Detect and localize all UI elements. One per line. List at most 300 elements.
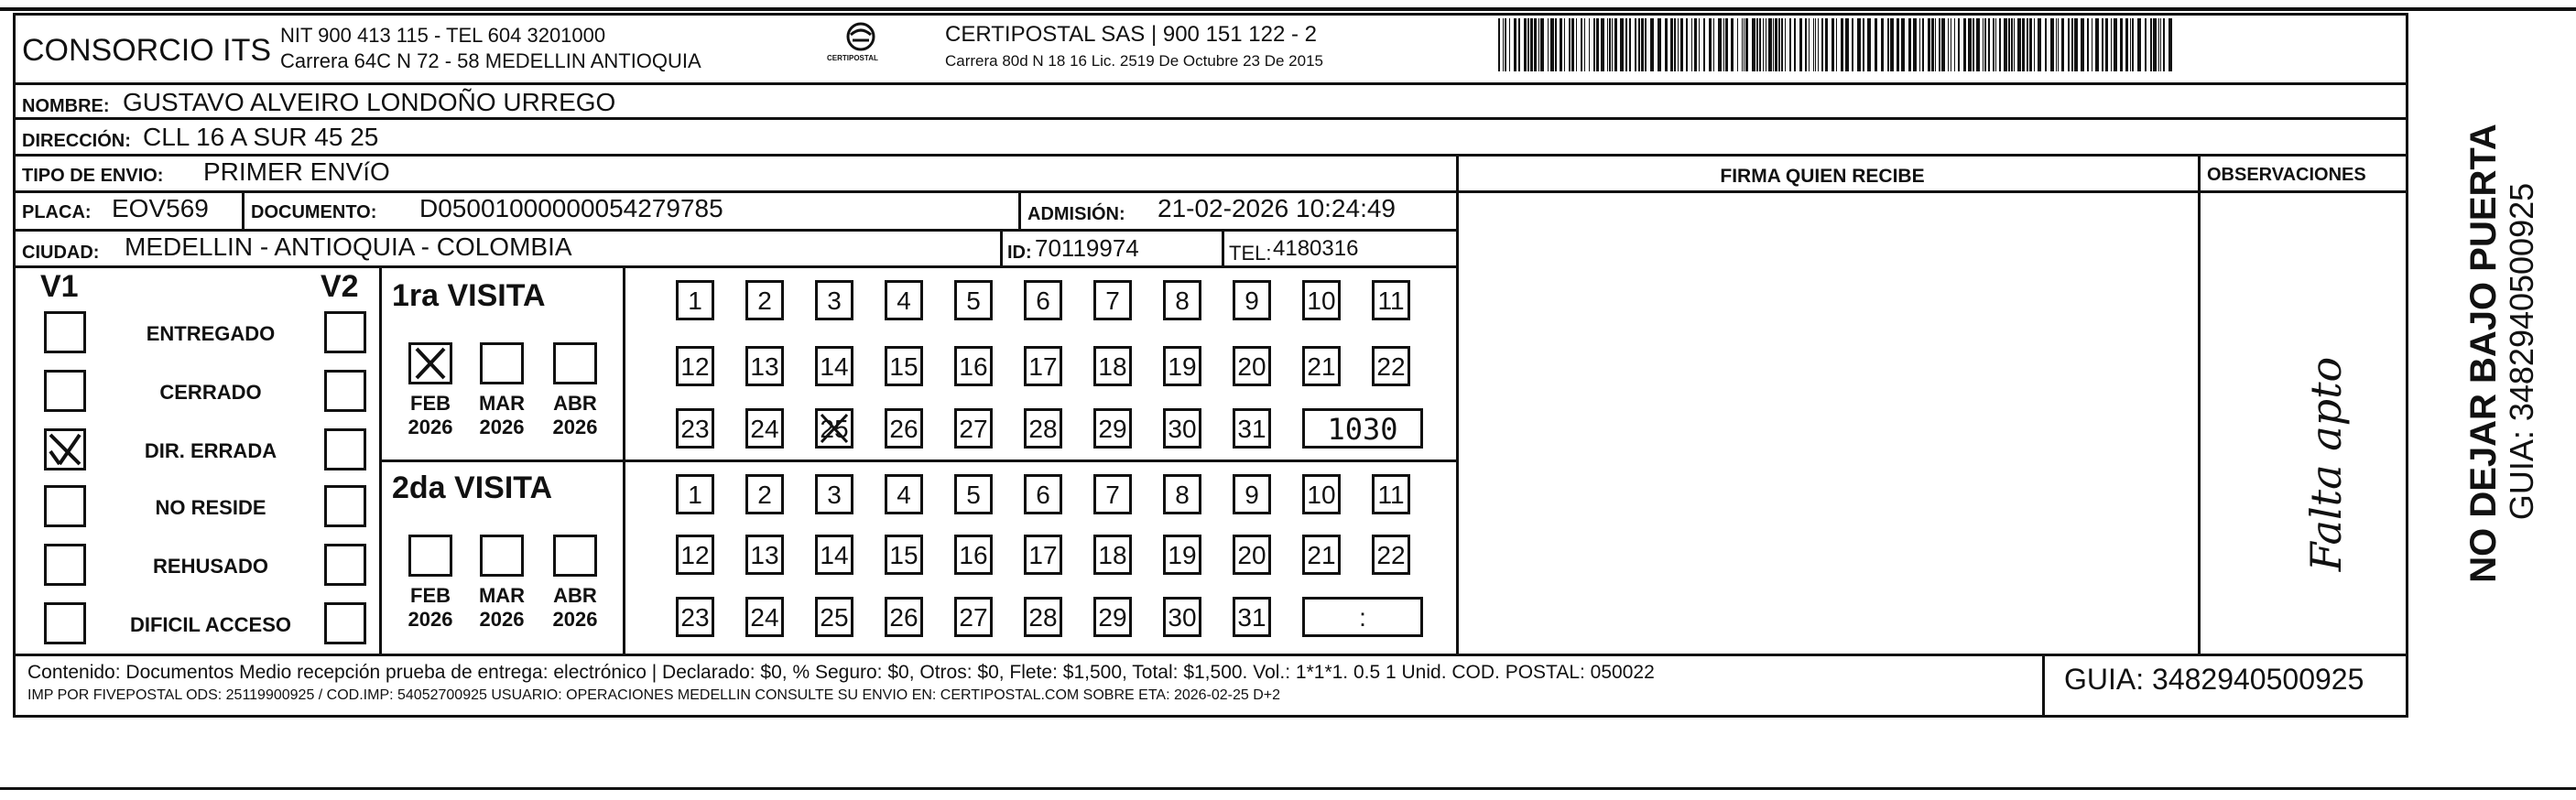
barcode-bar — [1620, 18, 1624, 71]
day-box[interactable] — [1093, 408, 1132, 449]
barcode-bar — [1745, 18, 1748, 71]
barcode-bar — [1887, 18, 1889, 71]
placa-divider — [242, 192, 245, 229]
barcode-bar — [1581, 18, 1582, 71]
barcode-bar — [1601, 18, 1604, 71]
barcode-bar — [1794, 18, 1796, 71]
barcode-bar — [1607, 18, 1608, 71]
barcode-bar — [2153, 18, 2157, 71]
day-number: 31 — [1237, 603, 1266, 632]
month-checkbox[interactable] — [408, 342, 452, 384]
day-number: 23 — [680, 603, 710, 632]
tel-value: 4180316 — [1273, 236, 1359, 261]
ciudad-divider — [1000, 231, 1003, 265]
barcode-bar — [1744, 18, 1745, 71]
day-box[interactable] — [1024, 280, 1062, 320]
barcode-bar — [2105, 18, 2108, 71]
day-number: 12 — [680, 541, 710, 569]
barcode-bar — [1674, 18, 1676, 71]
month-checkbox[interactable] — [553, 342, 597, 384]
day-number: 12 — [680, 352, 710, 381]
barcode-bar — [1569, 18, 1571, 71]
barcode-bar — [1550, 18, 1554, 71]
day-box[interactable] — [1024, 474, 1062, 514]
v2-checkbox[interactable] — [324, 602, 366, 644]
barcode-bar — [2145, 18, 2147, 71]
tipo-value: PRIMER ENVíO — [203, 157, 390, 186]
day-number: 2 — [757, 286, 772, 315]
barcode-bar — [1976, 18, 1980, 71]
day-number: 21 — [1307, 541, 1336, 569]
v2-checkbox[interactable] — [324, 485, 366, 527]
barcode-bar — [1609, 18, 1611, 71]
barcode-bar — [1503, 18, 1504, 71]
barcode-bar — [1785, 18, 1786, 71]
day-number: 10 — [1307, 286, 1336, 315]
day-number: 2 — [757, 481, 772, 509]
tipo-label: TIPO DE ENVIO: — [22, 166, 164, 186]
month-label: FEB 2026 — [408, 584, 453, 631]
row-divider-4 — [13, 229, 1456, 232]
footer-divider — [13, 654, 2408, 656]
courier-line: CERTIPOSTAL SAS | 900 151 122 - 2 — [945, 22, 1317, 47]
visita2-title: 2da VISITA — [392, 470, 553, 505]
day-number: 5 — [966, 286, 981, 315]
day-number: 17 — [1028, 541, 1058, 569]
barcode-bar — [1781, 18, 1783, 71]
barcode-bar — [1836, 18, 1837, 71]
day-box[interactable] — [676, 346, 714, 386]
day-box[interactable] — [815, 474, 853, 514]
day-box[interactable] — [1372, 474, 1410, 514]
day-box[interactable] — [1093, 535, 1132, 575]
day-box[interactable] — [815, 346, 853, 386]
v1-checkbox[interactable] — [44, 544, 86, 586]
footer-line2: IMP POR FIVEPOSTAL ODS: 25119900925 / COD.IMP: 54052700925 USUARIO: OPERACIONES MEDELLIN CONSULTE SU ENVIO EN: CERTIPOSTAL.COM SOBRE ETA: 2026-02-25 D+2 — [27, 687, 1281, 703]
barcode-bar — [2130, 18, 2131, 71]
barcode-bar — [2022, 18, 2025, 71]
barcode-bar — [2050, 18, 2054, 71]
barcode-bar — [2160, 18, 2161, 71]
barcode-bar — [1538, 18, 1539, 71]
barcode-bar — [1948, 18, 1949, 71]
day-box[interactable] — [1233, 535, 1271, 575]
day-box[interactable] — [1093, 346, 1132, 386]
day-number: 26 — [889, 415, 918, 443]
day-number: 24 — [750, 415, 779, 443]
barcode-bar — [2027, 18, 2028, 71]
day-box[interactable] — [885, 474, 923, 514]
side-warning: NO DEJAR BAJO PUERTA — [2463, 124, 2504, 583]
barcode-bar — [1815, 18, 1816, 71]
barcode-bar — [2056, 18, 2057, 71]
obs-left-border — [2198, 154, 2201, 654]
day-number: 13 — [750, 541, 779, 569]
barcode-bar — [2074, 18, 2078, 71]
barcode-bar — [2011, 18, 2013, 71]
month-label: ABR 2026 — [552, 584, 598, 631]
barcode-bar — [1514, 18, 1516, 71]
day-box[interactable] — [1024, 346, 1062, 386]
v2-checkbox[interactable] — [324, 311, 366, 353]
day-number: 9 — [1245, 286, 1259, 315]
day-number: 1 — [688, 286, 702, 315]
month-label: MAR 2026 — [478, 584, 526, 631]
barcode-bar — [2111, 18, 2112, 71]
day-box[interactable] — [1372, 346, 1410, 386]
day-box[interactable] — [1372, 280, 1410, 320]
barcode-bar — [1875, 18, 1877, 71]
barcode-bar — [1518, 18, 1520, 71]
barcode-bar — [2071, 18, 2073, 71]
day-number: 29 — [1098, 603, 1127, 632]
barcode-bar — [2045, 18, 2047, 71]
day-box[interactable] — [1163, 474, 1201, 514]
barcode-bar — [2061, 18, 2064, 71]
status-option-label: DIR. ERRADA — [144, 439, 277, 462]
barcode-bar — [1731, 18, 1734, 71]
barcode-bar — [2168, 18, 2172, 71]
status-option-label: DIFICIL ACCESO — [129, 613, 291, 636]
barcode-bar — [1635, 18, 1636, 71]
day-number: 28 — [1028, 415, 1058, 443]
v2-checkbox[interactable] — [324, 428, 366, 470]
month-checkbox[interactable] — [408, 535, 452, 577]
barcode-bar — [1524, 18, 1527, 71]
v1-label: V1 — [40, 269, 79, 304]
time-box[interactable] — [1302, 597, 1423, 637]
day-box[interactable] — [1093, 597, 1132, 637]
day-number: 13 — [750, 352, 779, 381]
barcode-bar — [1725, 18, 1728, 71]
barcode-bar — [1963, 18, 1966, 71]
day-box[interactable] — [1093, 474, 1132, 514]
check-mark-icon — [47, 431, 83, 468]
firma-label: FIRMA QUIEN RECIBE — [1720, 166, 1925, 187]
day-box[interactable] — [676, 474, 714, 514]
barcode-bar — [1867, 18, 1871, 71]
day-box[interactable] — [954, 535, 993, 575]
barcode-bar — [1919, 18, 1920, 71]
day-box[interactable] — [954, 597, 993, 637]
day-box[interactable] — [1233, 597, 1271, 637]
barcode-bar — [1841, 18, 1843, 71]
placa-label: PLACA: — [22, 202, 92, 222]
ciudad-label: CIUDAD: — [22, 243, 100, 263]
barcode-bar — [1935, 18, 1936, 71]
barcode-bar — [1857, 18, 1861, 71]
barcode-bar — [1773, 18, 1774, 71]
barcode-bar — [1983, 18, 1984, 71]
barcode-bar — [1548, 18, 1549, 71]
barcode-bar — [1709, 18, 1712, 71]
barcode-bar — [2150, 18, 2152, 71]
barcode-bar — [2038, 18, 2041, 71]
day-box[interactable] — [1024, 408, 1062, 449]
barcode-bar — [2081, 18, 2084, 71]
day-number: 7 — [1105, 286, 1120, 315]
handwritten-observation — [2289, 275, 2372, 641]
header-divider — [13, 82, 2408, 85]
barcode-bar — [1505, 18, 1506, 71]
day-number: 25 — [820, 603, 849, 632]
direccion-label: DIRECCIÓN: — [22, 131, 131, 151]
barcode-bar — [1699, 18, 1700, 71]
barcode-bar — [1763, 18, 1764, 71]
day-number: 30 — [1168, 415, 1197, 443]
address-line: Carrera 64C N 72 - 58 MEDELLIN ANTIOQUIA — [280, 49, 701, 72]
day-box[interactable] — [1372, 535, 1410, 575]
barcode-bar — [1596, 18, 1599, 71]
day-number: 18 — [1098, 352, 1127, 381]
nombre-label: NOMBRE: — [22, 96, 110, 116]
logo-text: CERTIPOSTAL — [827, 54, 878, 62]
barcode-bar — [2087, 18, 2089, 71]
month-label: FEB 2026 — [408, 392, 453, 438]
barcode-bar — [1999, 18, 2001, 71]
day-number: 21 — [1307, 352, 1336, 381]
barcode-bar — [1890, 18, 1894, 71]
row-divider-3 — [13, 190, 2408, 193]
barcode-bar — [1678, 18, 1679, 71]
day-box[interactable] — [954, 280, 993, 320]
day-box[interactable] — [885, 597, 923, 637]
footer-line1: Contenido: Documentos Medio recepción prueba de entrega: electrónico | Declarado: $0, % Seguro: $0, Otros: $0, Flete: $1,500, Total: $1,500. Vol.: 1*1*1. 0.5 1 Unid. COD. POSTAL: 050022 — [27, 662, 1655, 683]
barcode-bar — [1995, 18, 1996, 71]
day-box[interactable] — [1163, 408, 1201, 449]
company-name: CONSORCIO ITS — [22, 33, 272, 68]
barcode-bar — [2014, 18, 2015, 71]
barcode-bar — [2137, 18, 2141, 71]
v1-checkbox[interactable] — [44, 428, 86, 470]
month-checkbox[interactable] — [480, 342, 524, 384]
v2-checkbox[interactable] — [324, 544, 366, 586]
status-option-label: CERRADO — [159, 381, 262, 404]
day-number: 8 — [1175, 481, 1190, 509]
barcode-bar — [1584, 18, 1585, 71]
barcode-bar — [1928, 18, 1930, 71]
barcode-bar — [1670, 18, 1673, 71]
day-box[interactable] — [815, 535, 853, 575]
day-number: 22 — [1376, 541, 1406, 569]
barcode-bar — [2114, 18, 2117, 71]
courier-license: Carrera 80d N 18 16 Lic. 2519 De Octubre 23 De 2015 — [945, 52, 1323, 70]
admision-value: 21-02-2026 10:24:49 — [1158, 194, 1396, 222]
day-box[interactable] — [815, 280, 853, 320]
barcode-bar — [1703, 18, 1705, 71]
barcode-bar — [1691, 18, 1692, 71]
barcode-bar — [2158, 18, 2159, 71]
day-box[interactable] — [885, 280, 923, 320]
day-box[interactable] — [1302, 535, 1341, 575]
day-box[interactable] — [1093, 280, 1132, 320]
day-box[interactable] — [815, 597, 853, 637]
row-divider-2 — [13, 154, 2408, 157]
firma-left-border — [1456, 154, 1459, 654]
barcode-bar — [1576, 18, 1577, 71]
bottom-edge — [0, 787, 2576, 790]
barcode-bar — [1778, 18, 1780, 71]
day-number: 14 — [820, 541, 849, 569]
day-box[interactable] — [1163, 597, 1201, 637]
day-box[interactable] — [745, 597, 784, 637]
visita-divider — [379, 459, 1456, 462]
barcode-bar — [1555, 18, 1557, 71]
barcode-bar — [1984, 18, 1986, 71]
day-number: 8 — [1175, 286, 1190, 315]
documento-value: D05001000000054279785 — [419, 194, 723, 222]
barcode-bar — [2058, 18, 2059, 71]
day-box[interactable] — [1302, 474, 1341, 514]
day-box[interactable] — [676, 535, 714, 575]
day-number: 22 — [1376, 352, 1406, 381]
day-box[interactable] — [954, 408, 993, 449]
barcode-bar — [2125, 18, 2128, 71]
day-number: 19 — [1168, 541, 1197, 569]
barcode-bar — [1718, 18, 1722, 71]
day-box[interactable] — [954, 346, 993, 386]
tel-label: TEL: — [1229, 242, 1272, 265]
barcode-bar — [1638, 18, 1640, 71]
day-box[interactable] — [745, 474, 784, 514]
barcode-bar — [1913, 18, 1917, 71]
barcode-bar — [1713, 18, 1714, 71]
barcode-bar — [1530, 18, 1533, 71]
observaciones-label: OBSERVACIONES — [2207, 165, 2366, 185]
time-box[interactable] — [1302, 408, 1423, 449]
day-box[interactable] — [745, 346, 784, 386]
status-option-label: REHUSADO — [153, 555, 268, 578]
barcode-bar — [1737, 18, 1738, 71]
certipostal-logo — [829, 22, 893, 70]
v2-checkbox[interactable] — [324, 370, 366, 412]
day-number: 29 — [1098, 415, 1127, 443]
barcode-bar — [1789, 18, 1791, 71]
cross-mark-icon — [818, 411, 851, 446]
barcode-bar — [1723, 18, 1724, 71]
barcode-bar — [1901, 18, 1905, 71]
barcode-bar — [1665, 18, 1668, 71]
day-box[interactable] — [745, 408, 784, 449]
day-box[interactable] — [1024, 535, 1062, 575]
barcode-bar — [1694, 18, 1697, 71]
barcode-bar — [1831, 18, 1834, 71]
top-edge — [0, 7, 2576, 11]
day-box[interactable] — [676, 280, 714, 320]
day-number: 20 — [1237, 541, 1266, 569]
barcode-bar — [1813, 18, 1814, 71]
barcode-bar — [1759, 18, 1761, 71]
barcode-bar — [1939, 18, 1940, 71]
barcode-bar — [1993, 18, 1994, 71]
day-number: 16 — [959, 352, 988, 381]
day-number: 15 — [889, 352, 918, 381]
day-box[interactable] — [1163, 280, 1201, 320]
barcode-bar — [1852, 18, 1853, 71]
month-label: ABR 2026 — [552, 392, 598, 438]
day-number: 1 — [688, 481, 702, 509]
day-number: 24 — [750, 603, 779, 632]
v1-checkbox[interactable] — [44, 311, 86, 353]
barcode-bar — [1534, 18, 1537, 71]
day-box[interactable] — [1163, 346, 1201, 386]
day-box[interactable] — [954, 474, 993, 514]
day-box[interactable] — [745, 535, 784, 575]
day-box[interactable] — [1233, 280, 1271, 320]
barcode-bar — [1614, 18, 1617, 71]
month-checkbox[interactable] — [480, 535, 524, 577]
admision-label: ADMISIÓN: — [1027, 204, 1125, 224]
barcode-bar — [1612, 18, 1613, 71]
day-number: 4 — [897, 286, 911, 315]
day-number: 7 — [1105, 481, 1120, 509]
day-box[interactable] — [676, 597, 714, 637]
day-number: 4 — [897, 481, 911, 509]
barcode-bar — [2008, 18, 2010, 71]
v1-checkbox[interactable] — [44, 485, 86, 527]
ciudad-value: MEDELLIN - ANTIOQUIA - COLOMBIA — [125, 232, 572, 261]
day-number: 11 — [1377, 481, 1405, 509]
barcode-bar — [1756, 18, 1758, 71]
day-box[interactable] — [885, 535, 923, 575]
day-number: 23 — [680, 415, 710, 443]
time-value: : — [1359, 603, 1366, 632]
day-box[interactable] — [885, 408, 923, 449]
barcode-bar — [1897, 18, 1899, 71]
day-number: 5 — [966, 481, 981, 509]
side-guia: GUIA: 3482940500925 — [2503, 182, 2540, 521]
barcode-bar — [2029, 18, 2032, 71]
barcode-bar — [1641, 18, 1644, 71]
footer-guia-divider — [2042, 654, 2045, 718]
placa-value: EOV569 — [112, 194, 209, 222]
day-box[interactable] — [745, 280, 784, 320]
barcode-bar — [1658, 18, 1661, 71]
day-number: 3 — [827, 481, 842, 509]
day-number: 14 — [820, 352, 849, 381]
check-mark-icon — [411, 345, 450, 382]
month-checkbox[interactable] — [553, 535, 597, 577]
documento-label: DOCUMENTO: — [251, 202, 377, 222]
day-number: 31 — [1237, 415, 1266, 443]
barcode-bar — [1973, 18, 1974, 71]
day-box[interactable] — [1302, 346, 1341, 386]
v2-label: V2 — [321, 269, 359, 304]
day-box[interactable] — [1163, 535, 1201, 575]
day-box[interactable] — [1302, 280, 1341, 320]
day-box[interactable] — [1233, 408, 1271, 449]
nombre-value: GUSTAVO ALVEIRO LONDOÑO URREGO — [123, 88, 616, 116]
day-box[interactable] — [1024, 597, 1062, 637]
v1-checkbox[interactable] — [44, 370, 86, 412]
day-number: 3 — [827, 286, 842, 315]
barcode-bar — [1752, 18, 1755, 71]
barcode-bar — [2004, 18, 2007, 71]
day-number: 25 — [820, 415, 849, 443]
barcode-bar — [2120, 18, 2123, 71]
day-number: 15 — [889, 541, 918, 569]
day-box[interactable] — [885, 346, 923, 386]
day-box[interactable] — [1233, 346, 1271, 386]
day-number: 26 — [889, 603, 918, 632]
day-box[interactable] — [815, 408, 853, 449]
barcode — [1498, 18, 2176, 71]
day-box[interactable] — [676, 408, 714, 449]
barcode-bar — [2163, 18, 2165, 71]
day-box[interactable] — [1233, 474, 1271, 514]
day-number: 17 — [1028, 352, 1058, 381]
v1-checkbox[interactable] — [44, 602, 86, 644]
